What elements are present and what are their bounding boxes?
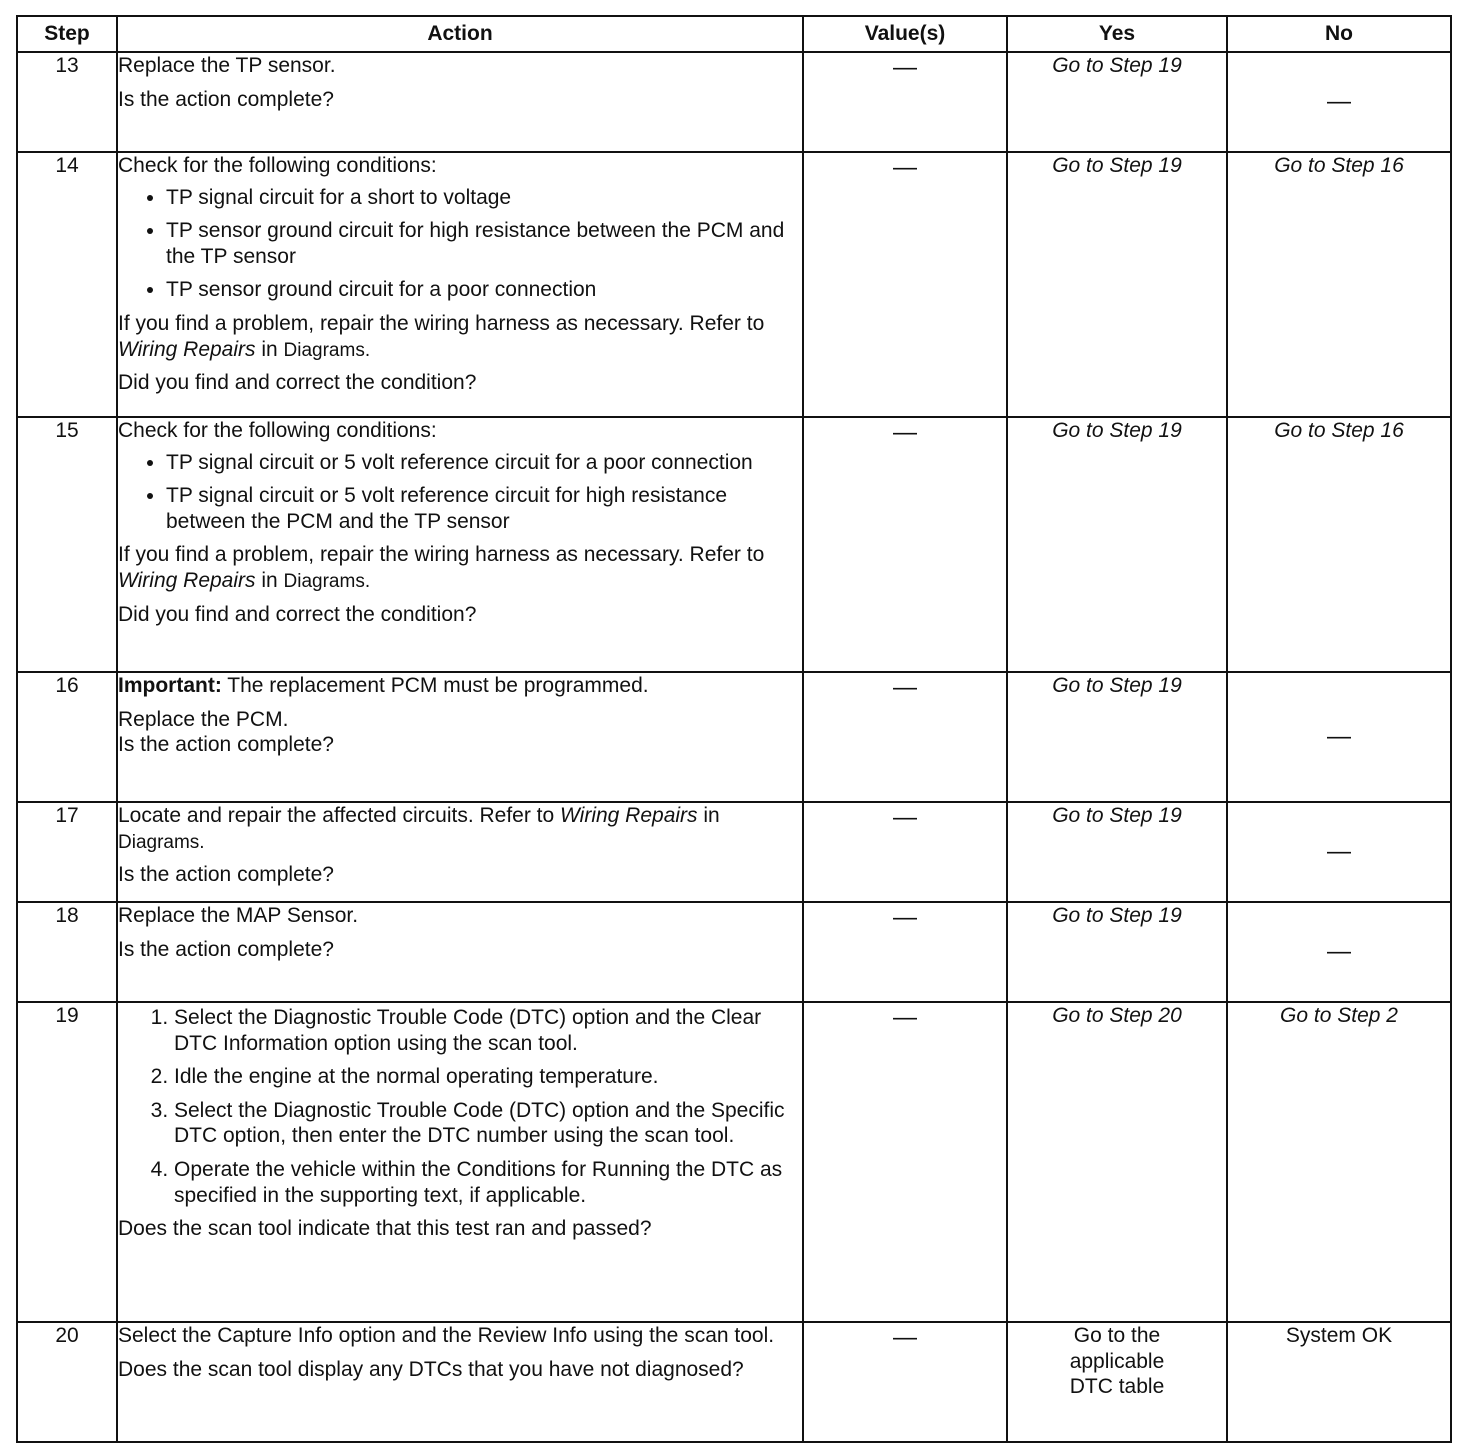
action-question: Is the action complete? — [118, 937, 334, 961]
value-cell: — — [803, 417, 1007, 672]
action-question: Is the action complete? — [118, 863, 334, 887]
step-number: 13 — [17, 52, 117, 152]
important-label: Important: — [118, 674, 222, 697]
value-cell: — — [803, 672, 1007, 802]
yes-cell — [1007, 1322, 1227, 1442]
list-item: 1. Select the Diagnostic Trouble Code (DTC) option and the Clear DTC Information option using the scan tool. — [174, 1005, 802, 1056]
no-cell: System OK — [1227, 1322, 1451, 1442]
action-line: Replace the PCM. — [118, 707, 289, 731]
table-row-step-14 — [17, 152, 1451, 417]
list-item: • TP sensor ground circuit for a poor connection — [166, 277, 802, 303]
table-row-step-15 — [17, 417, 1451, 672]
action-line: Replace the TP sensor. — [118, 54, 336, 77]
no-cell: Go to Step 16 — [1227, 417, 1451, 672]
yes-cell: Go to Step 19 — [1007, 152, 1227, 417]
important-text: The replacement PCM must be programmed. — [221, 674, 649, 697]
table-row-step-17 — [17, 802, 1451, 902]
condition-list — [118, 450, 802, 535]
step-number: 19 — [17, 1002, 117, 1322]
action-cell — [117, 802, 803, 902]
action-question: Does the scan tool indicate that this test ran and passed? — [118, 1217, 652, 1241]
procedure-list — [118, 1005, 802, 1208]
list-item: • TP signal circuit for a short to voltage — [166, 185, 802, 211]
action-cell — [117, 902, 803, 1002]
list-item: • TP signal circuit or 5 volt reference circuit for high resistance between the PCM and the TP sensor — [166, 483, 802, 534]
diagrams-reference: Diagrams. — [118, 831, 205, 853]
value-cell: — — [803, 152, 1007, 417]
no-cell: — — [1227, 672, 1451, 802]
value-cell: — — [803, 52, 1007, 152]
list-item: • TP signal circuit or 5 volt reference circuit for a poor connection — [166, 450, 802, 476]
list-item: • TP sensor ground circuit for high resistance between the PCM and the TP sensor — [166, 218, 802, 269]
no-cell: — — [1227, 902, 1451, 1002]
diagrams-reference: Diagrams. — [283, 571, 371, 593]
repair-text: If you find a problem, repair the wiring harness as necessary. Refer to — [118, 543, 765, 567]
step-number: 18 — [17, 902, 117, 1002]
yes-text: Go to the applicable DTC table — [1069, 1324, 1165, 1399]
table-row-step-18 — [17, 902, 1451, 1002]
action-in: in — [697, 804, 720, 827]
list-item: 2. Idle the engine at the normal operating temperature. — [174, 1064, 802, 1090]
value-cell: — — [803, 802, 1007, 902]
step-number: 15 — [17, 417, 117, 672]
repair-text: If you find a problem, repair the wiring harness as necessary. Refer to — [118, 312, 765, 336]
header-action: Action — [117, 16, 803, 52]
header-no: No — [1227, 16, 1451, 52]
action-question: Is the action complete? — [118, 87, 334, 111]
action-line — [118, 803, 802, 854]
list-item: 4. Operate the vehicle within the Conditions for Running the DTC as specified in the supporting text, if applicable. — [174, 1157, 802, 1208]
yes-cell: Go to Step 19 — [1007, 417, 1227, 672]
repair-note — [118, 542, 802, 593]
header-row — [17, 16, 1451, 52]
yes-cell: Go to Step 20 — [1007, 1002, 1227, 1322]
no-cell: Go to Step 16 — [1227, 152, 1451, 417]
value-cell: — — [803, 1322, 1007, 1442]
action-cell — [117, 1002, 803, 1322]
action-line: Replace the MAP Sensor. — [118, 904, 359, 927]
condition-list — [118, 185, 802, 303]
yes-cell: Go to Step 19 — [1007, 52, 1227, 152]
yes-cell: Go to Step 19 — [1007, 672, 1227, 802]
table-row-step-13 — [17, 52, 1451, 152]
step-number: 14 — [17, 152, 117, 417]
action-text: Locate and repair the affected circuits. Refer to — [118, 804, 561, 827]
step-number: 20 — [17, 1322, 117, 1442]
value-cell: — — [803, 902, 1007, 1002]
action-question: Does the scan tool display any DTCs that you have not diagnosed? — [118, 1357, 744, 1381]
action-question: Did you find and correct the condition? — [118, 602, 477, 626]
important-note — [118, 673, 802, 699]
no-cell: — — [1227, 802, 1451, 902]
table-row-step-19 — [17, 1002, 1451, 1322]
no-cell: Go to Step 2 — [1227, 1002, 1451, 1322]
table-row-step-20 — [17, 1322, 1451, 1442]
yes-cell: Go to Step 19 — [1007, 902, 1227, 1002]
repair-note — [118, 311, 802, 362]
action-cell — [117, 152, 803, 417]
diagrams-reference: Diagrams. — [283, 339, 371, 361]
table-row-step-16 — [17, 672, 1451, 802]
action-cell — [117, 672, 803, 802]
action-question: Is the action complete? — [118, 733, 334, 757]
wiring-repairs-reference: Wiring Repairs — [118, 337, 256, 361]
action-cell — [117, 1322, 803, 1442]
list-item: 3. Select the Diagnostic Trouble Code (DTC) option and the Specific DTC option, then enter the DTC number using the scan tool. — [174, 1098, 802, 1149]
repair-in: in — [255, 337, 284, 361]
value-cell: — — [803, 1002, 1007, 1322]
action-intro: Check for the following conditions: — [118, 154, 437, 177]
action-question: Did you find and correct the condition? — [118, 371, 477, 395]
header-step: Step — [17, 16, 117, 52]
header-values: Value(s) — [803, 16, 1007, 52]
header-yes: Yes — [1007, 16, 1227, 52]
diagnostic-table — [16, 15, 1452, 1443]
action-cell — [117, 417, 803, 672]
step-number: 17 — [17, 802, 117, 902]
yes-cell: Go to Step 19 — [1007, 802, 1227, 902]
action-cell — [117, 52, 803, 152]
action-line: Select the Capture Info option and the Review Info using the scan tool. — [118, 1324, 775, 1347]
no-cell: — — [1227, 52, 1451, 152]
repair-in: in — [255, 569, 284, 593]
wiring-repairs-reference: Wiring Repairs — [560, 804, 698, 827]
step-number: 16 — [17, 672, 117, 802]
action-intro: Check for the following conditions: — [118, 419, 437, 442]
wiring-repairs-reference: Wiring Repairs — [118, 569, 256, 593]
